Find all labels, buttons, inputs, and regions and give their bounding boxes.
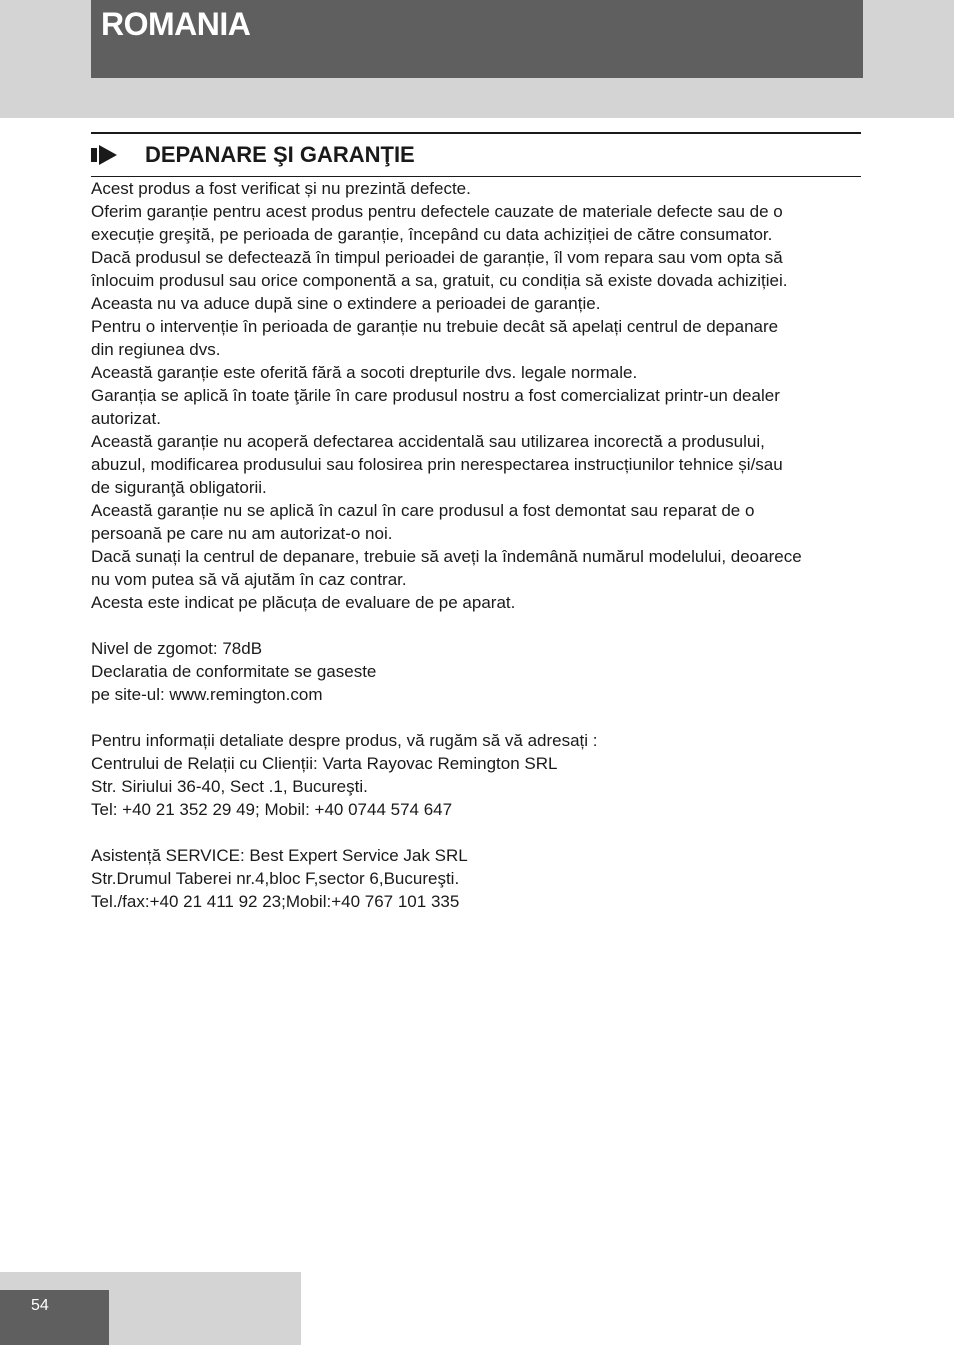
warranty-paragraphs (91, 177, 861, 614)
text-line: înlocuim produsul sau orice componentă a sa, gratuit, cu condiția să existe dovada achiziției. (91, 271, 788, 290)
text-line: Această garanție este oferită fără a socoti drepturile dvs. legale normale. (91, 363, 638, 382)
text-line: Str. Siriului 36-40, Sect .1, Bucureşti. (91, 777, 368, 796)
text-line: Acest produs a fost verificat și nu prezintă defecte. (91, 179, 471, 198)
text-line: din regiunea dvs. (91, 340, 221, 359)
text-line: Dacă sunați la centrul de depanare, trebuie să aveți la îndemână numărul modelului, deoarece (91, 547, 802, 566)
text-line: abuzul, modificarea produsului sau folosirea prin nerespectarea instrucțiunilor tehnice și/sau (91, 455, 783, 474)
text-line: autorizat. (91, 409, 161, 428)
text-line: execuție greşită, pe perioada de garanție, începând cu data achiziției de către consumator. (91, 225, 773, 244)
text-line: Centrului de Relații cu Clienții: Varta Rayovac Remington SRL (91, 754, 558, 773)
text-line: de siguranţă obligatorii. (91, 478, 267, 497)
text-line: Această garanție nu acoperă defectarea accidentală sau utilizarea incorectă a produsului, (91, 432, 765, 451)
text-line: Pentru o intervenție în perioada de garanție nu trebuie decât să apelați centrul de depanare (91, 317, 779, 336)
page-title: ROMANIA (101, 6, 251, 42)
text-line: Declaratia de conformitate se gaseste (91, 662, 377, 681)
warranty-section (91, 132, 861, 913)
noise-info (91, 637, 861, 706)
text-line: Str.Drumul Taberei nr.4,bloc F,sector 6,Bucureşti. (91, 869, 460, 888)
text-line: Tel./fax:+40 21 411 92 23;Mobil:+40 767 101 335 (91, 892, 460, 911)
page-number-box (0, 1290, 109, 1345)
text-line: persoană pe care nu am autorizat-o noi. (91, 524, 393, 543)
text-line: Această garanție nu se aplică în cazul în care produsul a fost demontat sau reparat de o (91, 501, 755, 520)
contact-info (91, 729, 861, 821)
text-line: Nivel de zgomot: 78dB (91, 639, 263, 658)
text-line: Oferim garanție pentru acest produs pentru defectele cauzate de materiale defecte sau de o (91, 202, 783, 221)
page-number: 54 (31, 1297, 49, 1314)
section-body (91, 177, 861, 913)
section-heading: DEPANARE ŞI GARANŢIE (145, 142, 415, 167)
text-line: Acesta este indicat pe plăcuța de evaluare de pe aparat. (91, 593, 516, 612)
text-line: Aceasta nu va aduce după sine o extindere a perioadei de garanție. (91, 294, 601, 313)
service-info (91, 844, 861, 913)
text-line: Asistență SERVICE: Best Expert Service Jak SRL (91, 846, 468, 865)
arrow-right-icon (91, 145, 117, 165)
header-title-box (91, 0, 863, 78)
text-line: Garanția se aplică în toate ţările în care produsul nostru a fost comercializat printr-un dealer (91, 386, 780, 405)
text-line: pe site-ul: www.remington.com (91, 685, 323, 704)
text-line: nu vom putea să vă ajutăm în caz contrar. (91, 570, 407, 589)
text-line: Dacă produsul se defectează în timpul perioadei de garanție, îl vom repara sau vom opta să (91, 248, 783, 267)
text-line: Tel: +40 21 352 29 49; Mobil: +40 0744 574 647 (91, 800, 453, 819)
text-line: Pentru informații detaliate despre produs, vă rugăm să vă adresați : (91, 731, 598, 750)
section-heading-row (91, 134, 861, 177)
